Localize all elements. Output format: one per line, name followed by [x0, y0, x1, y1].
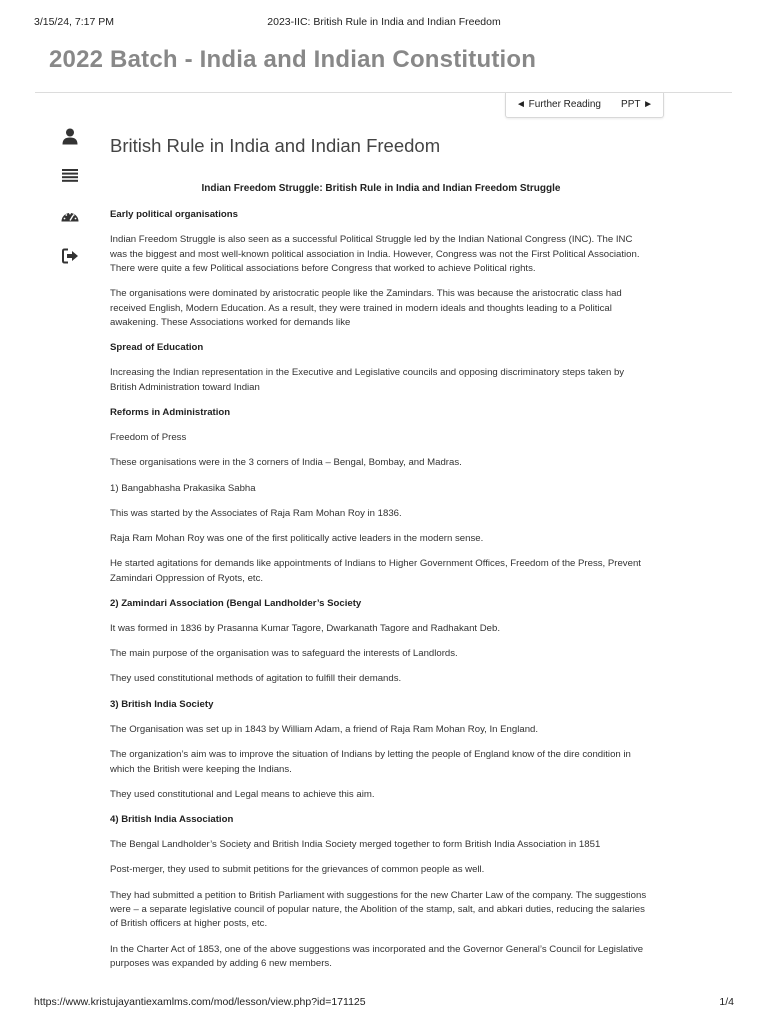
body-paragraph: The Organisation was set up in 1843 by William Adam, a friend of Raja Ram Mohan Roy, In England. [110, 723, 539, 735]
body-paragraph: The main purpose of the organisation was to safeguard the interests of Landlords. [110, 648, 458, 660]
section-heading: Reforms in Administration [110, 407, 231, 419]
body-paragraph: Freedom of Press [110, 432, 187, 444]
body-paragraph: This was started by the Associates of Raja Ram Mohan Roy in 1836. [110, 507, 402, 519]
course-title[interactable]: 2022 Batch - India and Indian Constitution [49, 46, 537, 73]
print-page-number: 1/4 [719, 996, 734, 1008]
next-activity-link[interactable]: PPT ► [621, 99, 653, 110]
body-paragraph: 1) Bangabhasha Prakasika Sabha [110, 482, 256, 494]
print-datetime: 3/15/24, 7:17 PM [34, 16, 114, 28]
print-header [34, 16, 734, 30]
print-url: https://www.kristujayantiexamlms.com/mod/lesson/view.php?id=171125 [34, 996, 366, 1008]
body-paragraph: The Bengal Landholder’s Society and British India Society merged together to form British India Association in 1851 [110, 839, 601, 851]
section-heading: Early political organisations [110, 209, 238, 220]
body-paragraph: They had submitted a petition to British Parliament with suggestions for the new Charter Law of the company. The suggestions were – a separate legislative council of popular nature, the Abolition of the stamp, salt, and abkari duties, reducing the salaries of British officers at higher posts, etc. [110, 889, 647, 930]
dashboard-icon[interactable] [60, 206, 80, 226]
body-paragraph: Increasing the Indian representation in the Executive and Legislative councils and opposing discriminatory steps taken by British Administration toward Indian [110, 367, 625, 393]
print-document-title: 2023-IIC: British Rule in India and Indian Freedom [267, 16, 501, 28]
section-heading: 3) British India Society [110, 698, 214, 710]
user-icon[interactable] [60, 126, 80, 146]
logout-icon[interactable] [60, 246, 80, 266]
body-paragraph: It was formed in 1836 by Prasanna Kumar Tagore, Dwarkanath Tagore and Radhakant Deb. [110, 623, 501, 635]
print-footer [34, 996, 734, 1010]
body-paragraph: The organization’s aim was to improve the situation of Indians by letting the people of England know of the dire condition in which the British were keeping the Indians. [110, 749, 631, 775]
lesson-navigation [505, 93, 664, 118]
lesson-title: British Rule in India and Indian Freedom [110, 135, 441, 156]
menu-icon[interactable] [60, 165, 80, 185]
body-paragraph: Raja Ram Mohan Roy was one of the first politically active leaders in the modern sense. [110, 533, 484, 545]
body-paragraph: These organisations were in the 3 corners of India – Bengal, Bombay, and Madras. [110, 457, 462, 469]
body-paragraph: They used constitutional and Legal means to achieve this aim. [110, 788, 375, 800]
lesson-content [110, 134, 652, 982]
body-paragraph: Indian Freedom Struggle is also seen as a successful Political Struggle led by the Indian National Congress (INC). The INC was the biggest and most well-known political association in India. However, Congress was not the First Political Association. There were quite a few Political associations before Congress that worked to achieve Political rights. [110, 234, 640, 275]
section-heading: 4) British India Association [110, 813, 234, 825]
section-heading: 2) Zamindari Association (Bengal Landholder’s Society [110, 597, 362, 609]
lesson-subtitle: Indian Freedom Struggle: British Rule in India and Indian Freedom Struggle [201, 183, 561, 194]
body-paragraph: In the Charter Act of 1853, one of the above suggestions was incorporated and the Governor General’s Council for Legislative purposes was expanded by adding 6 new members. [110, 943, 644, 969]
prev-activity-link[interactable]: ◄ Further Reading [516, 99, 601, 110]
body-paragraph: The organisations were dominated by aristocratic people like the Zamindars. This was because the aristocratic class had received English, Modern Education. As a result, they were trained in modern ideals and thoughts leading to a Political awakening. These Associations worked for demands like [110, 288, 622, 329]
body-paragraph: He started agitations for demands like appointments of Indians to Higher Government Offices, Freedom of the Press, Prevent Zamindari Oppression of Ryots, etc. [110, 558, 641, 584]
body-paragraph: Post-merger, they used to submit petitions for the grievances of common people as well. [110, 864, 485, 876]
section-heading: Spread of Education [110, 342, 204, 354]
body-paragraph: They used constitutional methods of agitation to fulfill their demands. [110, 673, 402, 685]
lesson-body [110, 208, 652, 971]
